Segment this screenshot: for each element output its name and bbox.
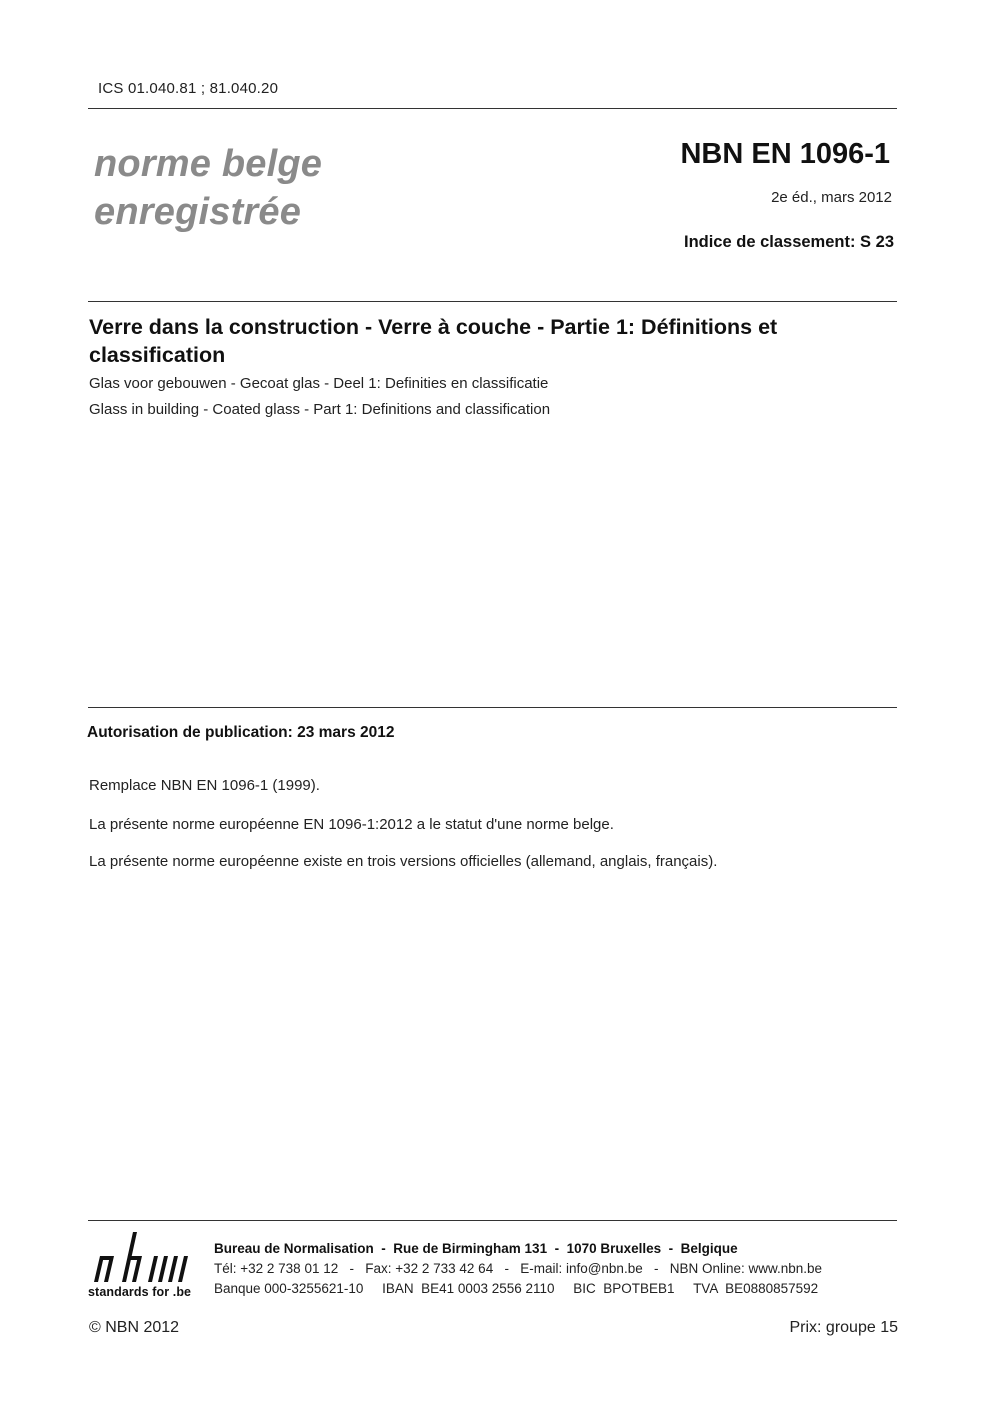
footer-banking: Banque 000-3255621-10 IBAN BE41 0003 2556 2110 BIC BPOTBEB1 TVA BE0880857592	[214, 1281, 819, 1296]
title-french: Verre dans la construction - Verre à couche - Partie 1: Définitions et classification	[89, 315, 778, 367]
header-divider	[88, 108, 897, 109]
title-divider	[88, 301, 897, 302]
standard-number: NBN EN 1096-1	[680, 138, 890, 170]
footer-address: Bureau de Normalisation - Rue de Birmingham 131 - 1070 Bruxelles - Belgique	[214, 1241, 738, 1256]
status-paragraph: La présente norme européenne EN 1096-1:2012 a le statut d'une norme belge.	[89, 816, 614, 833]
brand-title	[94, 140, 322, 236]
brand-line-1: norme belge	[94, 143, 323, 185]
footer-divider	[88, 1220, 897, 1221]
ics-code: ICS 01.040.81 ; 81.040.20	[98, 80, 279, 97]
versions-paragraph: La présente norme européenne existe en trois versions officielles (allemand, anglais, français).	[89, 853, 718, 870]
classification-index: Indice de classement: S 23	[683, 233, 894, 251]
brand-line-2: enregistrée	[94, 191, 302, 233]
edition-date: 2e éd., mars 2012	[771, 189, 892, 206]
copyright: © NBN 2012	[89, 1319, 180, 1336]
title-english: Glass in building - Coated glass - Part 1: Definitions and classification	[89, 401, 551, 418]
publication-authorisation: Autorisation de publication: 23 mars 2012	[87, 724, 395, 741]
logo-caption: standards for .be	[88, 1285, 192, 1299]
title-dutch: Glas voor gebouwen - Gecoat glas - Deel 1: Definities en classificatie	[89, 375, 549, 392]
price-group: Prix: groupe 15	[789, 1319, 898, 1336]
footer-contact: Tél: +32 2 738 01 12 - Fax: +32 2 733 42 64 - E-mail: info@nbn.be - NBN Online: www.nbn.be	[214, 1261, 823, 1276]
publication-divider	[88, 707, 897, 708]
replaces-paragraph: Remplace NBN EN 1096-1 (1999).	[89, 777, 320, 794]
